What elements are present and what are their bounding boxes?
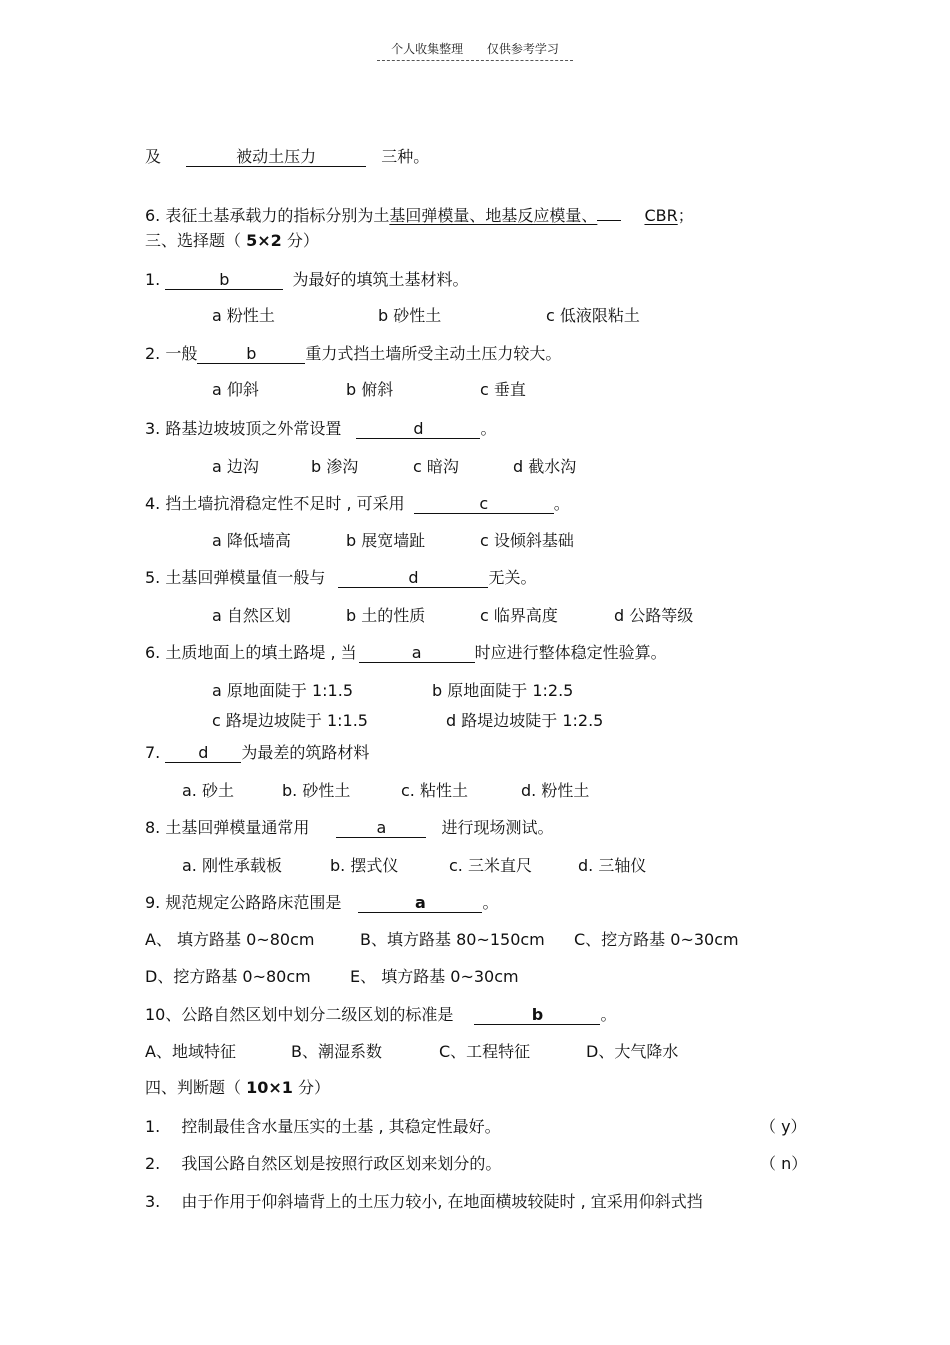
- choice-question-1: [145, 270, 468, 290]
- judge-question-2: [145, 1154, 501, 1174]
- choice-question-5: [145, 568, 536, 588]
- choice-question-9: [145, 893, 498, 913]
- option: c 设倾斜基础: [480, 531, 574, 550]
- question-text: 6. 土质地面上的填土路堤 , 当: [145, 643, 357, 662]
- answer-text: 基回弹模量、地基反应模量、: [389, 206, 598, 225]
- option: c. 粘性土: [401, 781, 468, 800]
- choice-question-7: [145, 743, 369, 763]
- answer-text: b: [219, 270, 230, 289]
- option: b 展宽墙趾: [346, 531, 426, 550]
- option: b 土的性质: [346, 606, 426, 625]
- answer-blank: [358, 894, 482, 913]
- page-header: [0, 40, 950, 61]
- answer-text: a: [376, 818, 387, 837]
- fill-question-6: [145, 202, 694, 226]
- text: 10×1: [246, 1078, 293, 1097]
- option: B、填方路基 80~150cm: [360, 930, 545, 949]
- header-left: 个人收集整理: [391, 42, 464, 56]
- choice-question-3: [145, 419, 496, 439]
- judge-answer-2: （ n）: [760, 1154, 808, 1173]
- choice-question-10: [145, 1005, 616, 1025]
- option: d. 粉性土: [521, 781, 590, 800]
- answer-text: a: [415, 893, 426, 912]
- option: a 自然区划: [212, 606, 291, 625]
- option: a. 砂土: [182, 781, 234, 800]
- option: b. 摆式仪: [330, 856, 399, 875]
- answer-text: b: [246, 344, 257, 363]
- option: d 公路等级: [614, 606, 694, 625]
- answer-text: d: [408, 568, 419, 587]
- question-text: 为最差的筑路材料: [241, 743, 370, 762]
- option: C、工程特征: [439, 1042, 531, 1061]
- answer-text: c: [479, 494, 489, 513]
- answer-text: d: [413, 419, 424, 438]
- answer-blank: [165, 271, 283, 290]
- choice-question-4: [145, 494, 570, 514]
- choice-question-6: [145, 643, 667, 663]
- answer-blank: [359, 644, 475, 663]
- answer-blank: [414, 495, 554, 514]
- question-text: 为最好的填筑土基材料。: [292, 270, 469, 289]
- answer-blank: [186, 148, 366, 167]
- question-text: 控制最佳含水量压实的土基 , 其稳定性最好。: [181, 1117, 501, 1136]
- answer-blank: [338, 569, 488, 588]
- option: a 粉性土: [212, 306, 275, 325]
- choice-question-2: [145, 344, 561, 364]
- text: 及: [145, 147, 162, 166]
- text: 四、判断题（: [145, 1078, 247, 1097]
- question-number: 2.: [145, 1154, 161, 1173]
- question-text: 进行现场测试。: [441, 818, 554, 837]
- option: c 低液限粘土: [546, 306, 640, 325]
- option: b 俯斜: [346, 380, 394, 399]
- option: a 边沟: [212, 457, 259, 476]
- text: 三种。: [381, 147, 430, 166]
- answer-blank: [474, 1006, 600, 1025]
- answer-text: a: [411, 643, 422, 662]
- answer-text: b: [531, 1005, 544, 1024]
- text: 分）: [281, 231, 319, 250]
- text: 分）: [292, 1078, 330, 1097]
- option: B、潮湿系数: [291, 1042, 382, 1061]
- option: b 原地面陡于 1:2.5: [432, 681, 574, 700]
- answer-blank: [597, 202, 621, 221]
- question-text: 10、公路自然区划中划分二级区划的标准是: [145, 1005, 454, 1024]
- option: D、大气降水: [586, 1042, 679, 1061]
- answer-text: CBR: [644, 206, 678, 225]
- question-text: 无关。: [488, 568, 537, 587]
- text: 。: [482, 893, 499, 912]
- text: ；: [677, 206, 694, 225]
- header-text: [377, 40, 573, 61]
- option: c 暗沟: [413, 457, 459, 476]
- fill-line-continuation: [145, 147, 429, 167]
- question-text: 2. 一般: [145, 344, 198, 363]
- answer-blank: [197, 345, 305, 364]
- option: c 临界高度: [480, 606, 558, 625]
- option: a. 刚性承载板: [182, 856, 282, 875]
- option: d. 三轴仪: [578, 856, 647, 875]
- option: c 垂直: [480, 380, 526, 399]
- question-text: 9. 规范规定公路路床范围是: [145, 893, 342, 912]
- question-number: 1.: [145, 1117, 161, 1136]
- answer-blank: [356, 420, 480, 439]
- question-text: 4. 挡土墙抗滑稳定性不足时 , 可采用: [145, 494, 405, 513]
- option: b 砂性土: [378, 306, 442, 325]
- text: 5×2: [246, 231, 282, 250]
- option: a 降低墙高: [212, 531, 291, 550]
- section-title-judge: [145, 1078, 330, 1098]
- choice-question-8: [145, 818, 554, 838]
- option: b 渗沟: [311, 457, 359, 476]
- answer-blank: [336, 819, 426, 838]
- option: A、 填方路基 0~80cm: [145, 930, 315, 949]
- option: c. 三米直尺: [449, 856, 532, 875]
- option: b. 砂性土: [282, 781, 351, 800]
- option: A、地域特征: [145, 1042, 236, 1061]
- judge-question-3: [145, 1192, 703, 1212]
- answer-text: d: [198, 743, 209, 762]
- judge-answer-1: （ y）: [760, 1117, 807, 1136]
- header-right: 仅供参考学习: [486, 42, 559, 56]
- option: c 路堤边坡陡于 1:1.5: [212, 711, 368, 730]
- question-text: 7.: [145, 743, 161, 762]
- answer-blank: [165, 744, 241, 763]
- question-text: 重力式挡土墙所受主动土压力较大。: [305, 344, 562, 363]
- option: d 截水沟: [513, 457, 577, 476]
- question-text: 8. 土基回弹模量通常用: [145, 818, 310, 837]
- option: a 原地面陡于 1:1.5: [212, 681, 353, 700]
- text: 三、选择题（: [145, 231, 247, 250]
- option: d 路堤边坡陡于 1:2.5: [446, 711, 604, 730]
- answer-text: 被动土压力: [236, 147, 317, 166]
- text: 。: [480, 419, 497, 438]
- option: a 仰斜: [212, 380, 259, 399]
- option: D、挖方路基 0~80cm: [145, 967, 311, 986]
- question-text: 由于作用于仰斜墙背上的土压力较小, 在地面横坡较陡时 , 宜采用仰斜式挡: [181, 1192, 703, 1211]
- question-number: 3.: [145, 1192, 161, 1211]
- judge-question-1: [145, 1117, 501, 1137]
- text: 。: [600, 1005, 617, 1024]
- question-text: 时应进行整体稳定性验算。: [474, 643, 667, 662]
- question-text: 3. 路基边坡坡顶之外常设置: [145, 419, 342, 438]
- option: E、 填方路基 0~30cm: [350, 967, 519, 986]
- option: C、挖方路基 0~30cm: [574, 930, 739, 949]
- text: 。: [553, 494, 570, 513]
- question-text: 6. 表征土基承载力的指标分别为土: [145, 206, 390, 225]
- question-text: 我国公路自然区划是按照行政区划来划分的。: [181, 1154, 502, 1173]
- section-title-choice: [145, 231, 319, 251]
- question-text: 1.: [145, 270, 161, 289]
- question-text: 5. 土基回弹模量值一般与: [145, 568, 326, 587]
